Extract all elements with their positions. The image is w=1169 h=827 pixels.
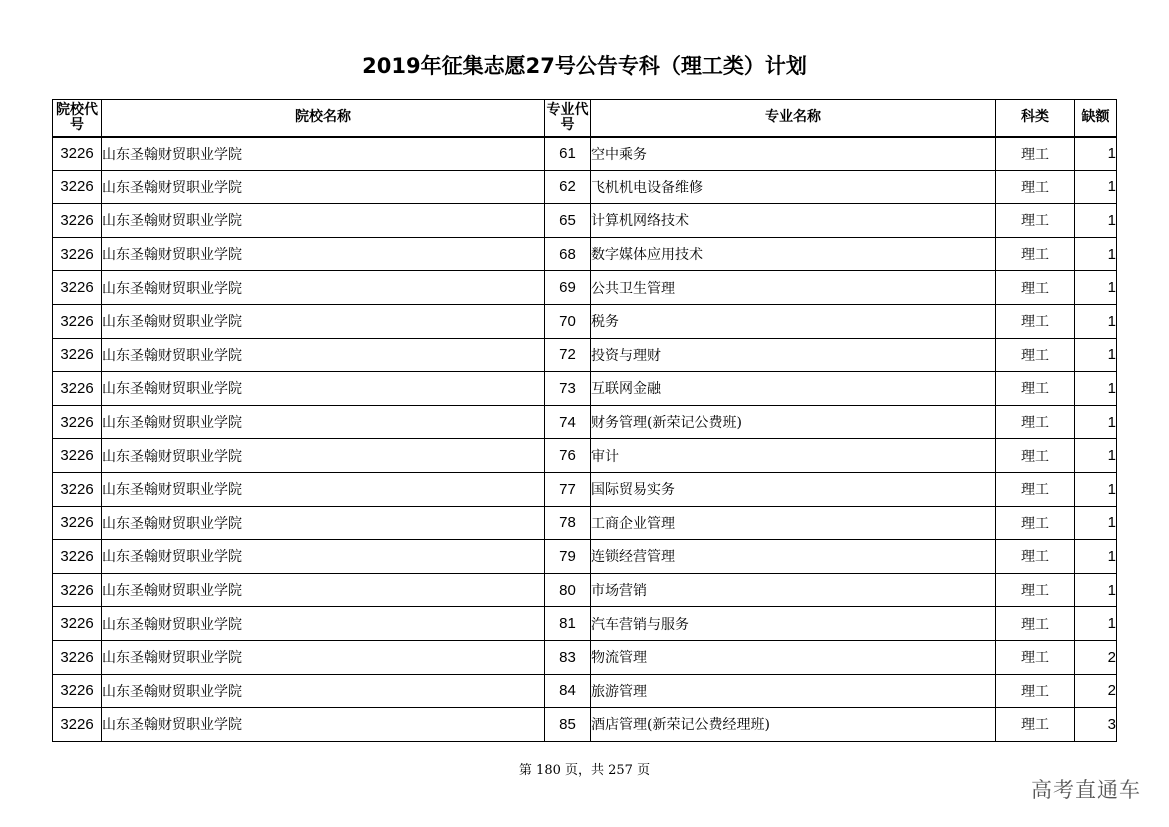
cell-school-name: 山东圣翰财贸职业学院 — [102, 204, 545, 238]
table-row — [53, 372, 1117, 406]
cell-vacancies: 1 — [1075, 540, 1117, 574]
table-row — [53, 271, 1117, 305]
cell-major-code: 61 — [545, 137, 591, 171]
cell-major-name: 数字媒体应用技术 — [591, 237, 996, 271]
cell-vacancies: 2 — [1075, 640, 1117, 674]
cell-school-code: 3226 — [53, 271, 102, 305]
cell-major-code: 68 — [545, 237, 591, 271]
cell-vacancies: 1 — [1075, 170, 1117, 204]
cell-major-code: 81 — [545, 607, 591, 641]
header-major-code: 专业代号 — [545, 100, 591, 137]
page-footer: 第 180 页，共 257 页 — [518, 763, 651, 778]
cell-category: 理工 — [996, 405, 1075, 439]
cell-school-code: 3226 — [53, 338, 102, 372]
cell-vacancies: 1 — [1075, 237, 1117, 271]
cell-major-name: 空中乘务 — [591, 137, 996, 171]
cell-school-name: 山东圣翰财贸职业学院 — [102, 573, 545, 607]
cell-school-name: 山东圣翰财贸职业学院 — [102, 338, 545, 372]
cell-major-code: 70 — [545, 304, 591, 338]
cell-category: 理工 — [996, 271, 1075, 305]
cell-major-name: 计算机网络技术 — [591, 204, 996, 238]
cell-category: 理工 — [996, 170, 1075, 204]
cell-vacancies: 1 — [1075, 607, 1117, 641]
cell-major-code: 84 — [545, 674, 591, 708]
cell-major-name: 飞机机电设备维修 — [591, 170, 996, 204]
cell-school-code: 3226 — [53, 372, 102, 406]
cell-vacancies: 2 — [1075, 674, 1117, 708]
cell-school-name: 山东圣翰财贸职业学院 — [102, 304, 545, 338]
cell-major-code: 80 — [545, 573, 591, 607]
cell-school-code: 3226 — [53, 304, 102, 338]
cell-major-name: 物流管理 — [591, 640, 996, 674]
table-row — [53, 170, 1117, 204]
cell-school-code: 3226 — [53, 506, 102, 540]
cell-major-name: 税务 — [591, 304, 996, 338]
cell-major-name: 投资与理财 — [591, 338, 996, 372]
page-title: 2019年征集志愿27号公告专科（理工类）计划 — [362, 54, 807, 78]
cell-school-code: 3226 — [53, 540, 102, 574]
cell-school-name: 山东圣翰财贸职业学院 — [102, 607, 545, 641]
cell-vacancies: 1 — [1075, 372, 1117, 406]
cell-school-name: 山东圣翰财贸职业学院 — [102, 137, 545, 171]
cell-major-code: 72 — [545, 338, 591, 372]
cell-category: 理工 — [996, 439, 1075, 473]
cell-category: 理工 — [996, 372, 1075, 406]
cell-vacancies: 1 — [1075, 271, 1117, 305]
cell-category: 理工 — [996, 472, 1075, 506]
cell-category: 理工 — [996, 338, 1075, 372]
cell-school-code: 3226 — [53, 674, 102, 708]
cell-category: 理工 — [996, 304, 1075, 338]
cell-vacancies: 1 — [1075, 338, 1117, 372]
cell-vacancies: 3 — [1075, 708, 1117, 742]
header-vacancies: 缺额 — [1075, 100, 1117, 137]
watermark: 高考直通车 — [1031, 778, 1141, 802]
table-body — [53, 137, 1117, 742]
table-row — [53, 304, 1117, 338]
cell-major-name: 互联网金融 — [591, 372, 996, 406]
cell-category: 理工 — [996, 237, 1075, 271]
cell-school-code: 3226 — [53, 607, 102, 641]
cell-major-name: 市场营销 — [591, 573, 996, 607]
cell-major-code: 85 — [545, 708, 591, 742]
header-category: 科类 — [996, 100, 1075, 137]
cell-school-name: 山东圣翰财贸职业学院 — [102, 170, 545, 204]
cell-school-name: 山东圣翰财贸职业学院 — [102, 640, 545, 674]
cell-vacancies: 1 — [1075, 405, 1117, 439]
cell-category: 理工 — [996, 204, 1075, 238]
cell-major-code: 77 — [545, 472, 591, 506]
cell-major-name: 工商企业管理 — [591, 506, 996, 540]
table-row — [53, 137, 1117, 171]
cell-school-name: 山东圣翰财贸职业学院 — [102, 472, 545, 506]
cell-school-name: 山东圣翰财贸职业学院 — [102, 372, 545, 406]
plan-table — [52, 99, 1117, 742]
table-header-row — [53, 100, 1117, 137]
cell-category: 理工 — [996, 708, 1075, 742]
cell-category: 理工 — [996, 540, 1075, 574]
table-row — [53, 338, 1117, 372]
cell-vacancies: 1 — [1075, 204, 1117, 238]
cell-school-code: 3226 — [53, 204, 102, 238]
cell-major-code: 76 — [545, 439, 591, 473]
table-row — [53, 708, 1117, 742]
cell-major-name: 汽车营销与服务 — [591, 607, 996, 641]
cell-major-name: 财务管理(新荣记公费班) — [591, 405, 996, 439]
cell-major-name: 国际贸易实务 — [591, 472, 996, 506]
cell-school-name: 山东圣翰财贸职业学院 — [102, 405, 545, 439]
table-row — [53, 506, 1117, 540]
header-school-code: 院校代号 — [53, 100, 102, 137]
cell-school-code: 3226 — [53, 708, 102, 742]
cell-major-code: 65 — [545, 204, 591, 238]
cell-school-code: 3226 — [53, 170, 102, 204]
cell-vacancies: 1 — [1075, 472, 1117, 506]
cell-category: 理工 — [996, 573, 1075, 607]
cell-school-code: 3226 — [53, 137, 102, 171]
cell-school-name: 山东圣翰财贸职业学院 — [102, 439, 545, 473]
cell-category: 理工 — [996, 506, 1075, 540]
cell-major-name: 审计 — [591, 439, 996, 473]
cell-major-name: 旅游管理 — [591, 674, 996, 708]
cell-school-code: 3226 — [53, 439, 102, 473]
cell-school-name: 山东圣翰财贸职业学院 — [102, 271, 545, 305]
cell-school-name: 山东圣翰财贸职业学院 — [102, 540, 545, 574]
cell-category: 理工 — [996, 674, 1075, 708]
cell-major-name: 酒店管理(新荣记公费经理班) — [591, 708, 996, 742]
cell-school-code: 3226 — [53, 405, 102, 439]
cell-vacancies: 1 — [1075, 304, 1117, 338]
table-row — [53, 472, 1117, 506]
cell-school-name: 山东圣翰财贸职业学院 — [102, 506, 545, 540]
cell-major-name: 公共卫生管理 — [591, 271, 996, 305]
cell-category: 理工 — [996, 607, 1075, 641]
cell-school-name: 山东圣翰财贸职业学院 — [102, 237, 545, 271]
cell-major-code: 74 — [545, 405, 591, 439]
table-row — [53, 674, 1117, 708]
table-row — [53, 607, 1117, 641]
table-row — [53, 573, 1117, 607]
cell-vacancies: 1 — [1075, 137, 1117, 171]
table-row — [53, 204, 1117, 238]
table-row — [53, 640, 1117, 674]
table-row — [53, 439, 1117, 473]
cell-category: 理工 — [996, 137, 1075, 171]
cell-school-code: 3226 — [53, 472, 102, 506]
cell-school-code: 3226 — [53, 237, 102, 271]
header-major-name: 专业名称 — [591, 100, 996, 137]
table-row — [53, 405, 1117, 439]
cell-major-name: 连锁经营管理 — [591, 540, 996, 574]
table-row — [53, 540, 1117, 574]
cell-vacancies: 1 — [1075, 573, 1117, 607]
cell-school-name: 山东圣翰财贸职业学院 — [102, 674, 545, 708]
cell-major-code: 73 — [545, 372, 591, 406]
cell-major-code: 79 — [545, 540, 591, 574]
cell-major-code: 69 — [545, 271, 591, 305]
cell-school-name: 山东圣翰财贸职业学院 — [102, 708, 545, 742]
cell-major-code: 83 — [545, 640, 591, 674]
cell-major-code: 62 — [545, 170, 591, 204]
cell-vacancies: 1 — [1075, 506, 1117, 540]
cell-vacancies: 1 — [1075, 439, 1117, 473]
table-row — [53, 237, 1117, 271]
cell-category: 理工 — [996, 640, 1075, 674]
cell-major-code: 78 — [545, 506, 591, 540]
header-school-name: 院校名称 — [102, 100, 545, 137]
cell-school-code: 3226 — [53, 573, 102, 607]
cell-school-code: 3226 — [53, 640, 102, 674]
